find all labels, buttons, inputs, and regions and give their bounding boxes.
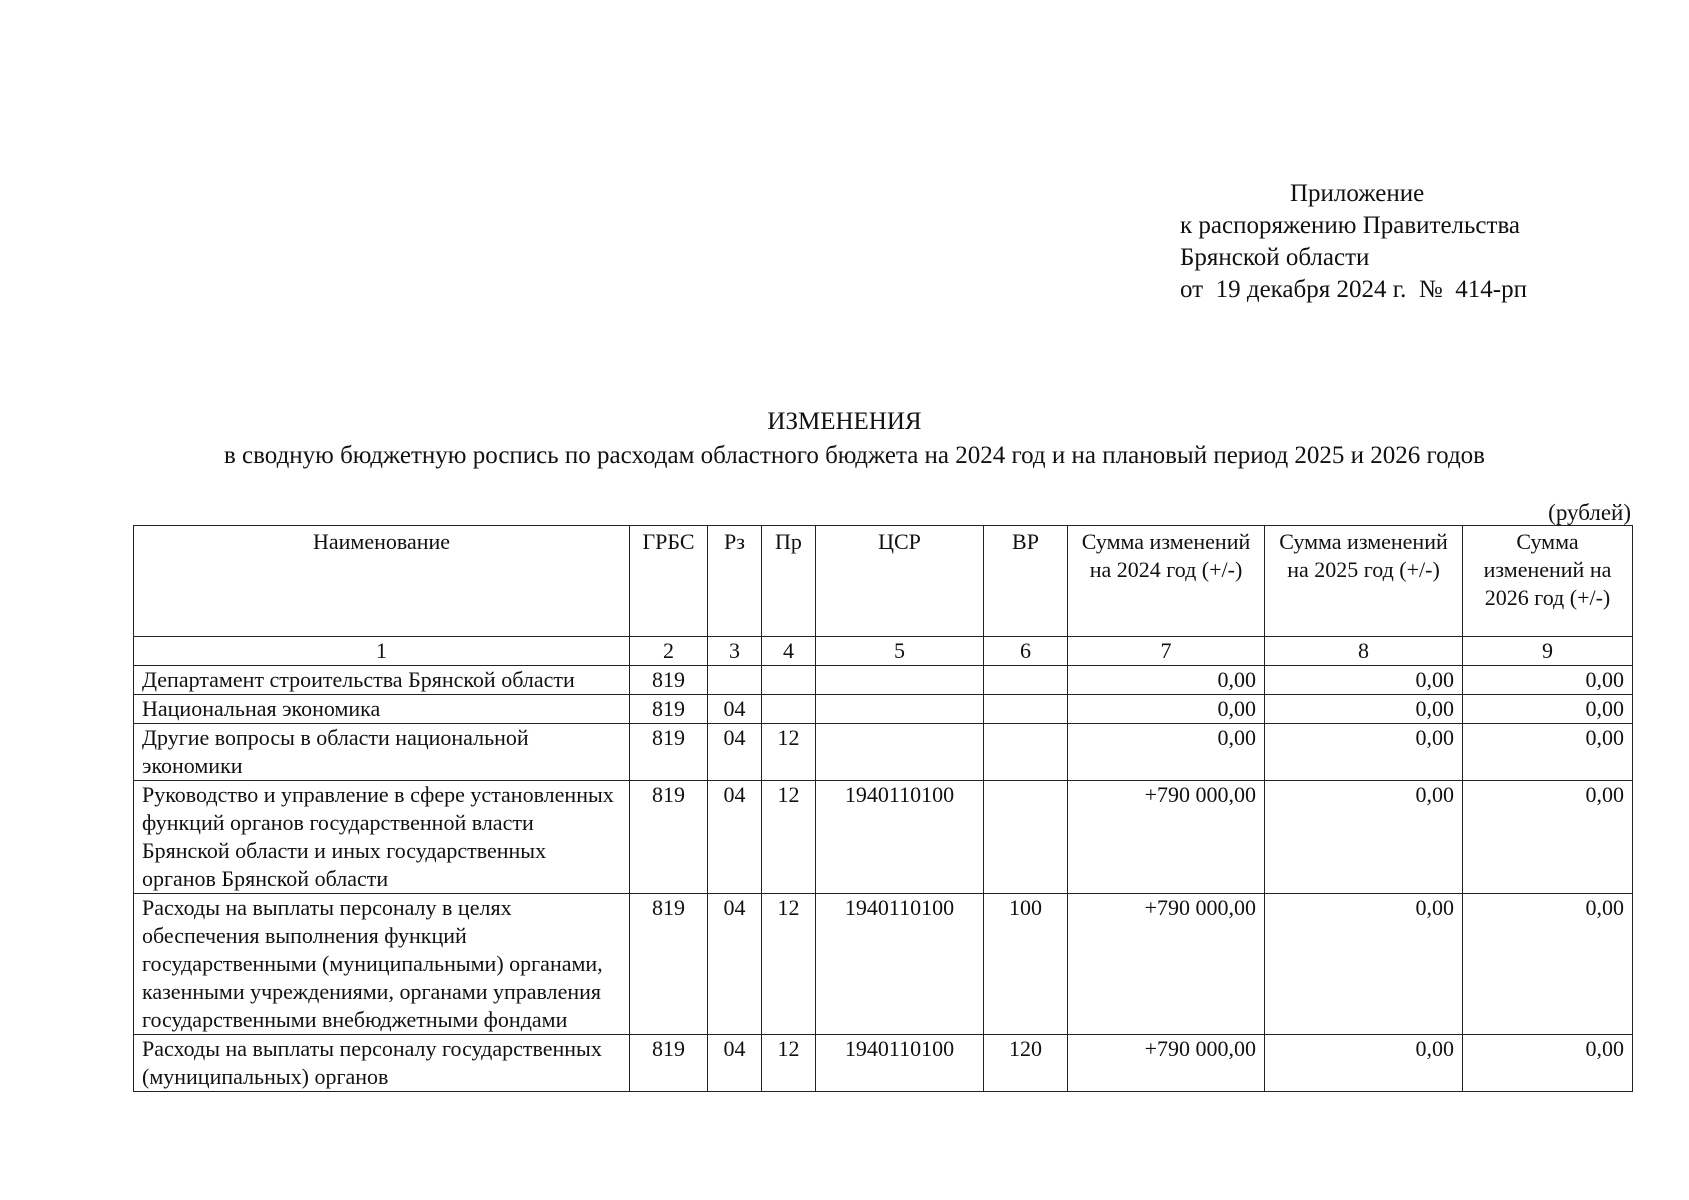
cell-grbs: 819 [630,1035,708,1092]
cell-sum-2024: 0,00 [1068,724,1265,781]
column-header-sum-2025: Сумма изменений на 2025 год (+/-) [1265,526,1463,637]
column-header-csr: ЦСР [816,526,984,637]
column-number-row [134,637,1633,666]
column-number: 7 [1068,637,1265,666]
column-header-pr: Пр [762,526,816,637]
cell-rz: 04 [708,1035,762,1092]
cell-name: Расходы на выплаты персоналу государственных (муниципальных) органов [134,1035,630,1092]
column-number: 5 [816,637,984,666]
cell-sum-2025: 0,00 [1265,894,1463,1035]
table-row [134,666,1633,695]
table-header-row [134,526,1633,637]
cell-vr [984,781,1068,894]
cell-sum-2024: +790 000,00 [1068,894,1265,1035]
cell-rz: 04 [708,695,762,724]
cell-pr [762,666,816,695]
cell-name: Расходы на выплаты персоналу в целях обеспечения выполнения функций государственными (муниципальными) органами, казенными учреждениями, органами управления государственными внебюджетными фондами [134,894,630,1035]
cell-sum-2024: 0,00 [1068,695,1265,724]
cell-rz: 04 [708,781,762,894]
document-subtitle: в сводную бюджетную роспись по расходам областного бюджета на 2024 год и на плановый период 2025 и 2026 годов [224,442,1485,469]
cell-sum-2025: 0,00 [1265,666,1463,695]
column-number: 6 [984,637,1068,666]
cell-pr: 12 [762,1035,816,1092]
cell-csr: 1940110100 [816,894,984,1035]
cell-rz: 04 [708,894,762,1035]
cell-sum-2025: 0,00 [1265,1035,1463,1092]
cell-name: Департамент строительства Брянской области [134,666,630,695]
document-title-block [0,405,1689,473]
cell-grbs: 819 [630,894,708,1035]
cell-csr: 1940110100 [816,1035,984,1092]
table-row [134,781,1633,894]
cell-sum-2024: +790 000,00 [1068,1035,1265,1092]
table-row [134,724,1633,781]
column-header-sum-2026: Сумма изменений на 2026 год (+/-) [1463,526,1633,637]
cell-name: Другие вопросы в области национальной экономики [134,724,630,781]
cell-rz [708,666,762,695]
table-row [134,1035,1633,1092]
cell-grbs: 819 [630,695,708,724]
cell-sum-2025: 0,00 [1265,724,1463,781]
appendix-title: Приложение [1290,180,1425,207]
appendix-block [1180,178,1527,306]
cell-csr [816,724,984,781]
cell-name: Национальная экономика [134,695,630,724]
cell-vr [984,695,1068,724]
cell-sum-2026: 0,00 [1463,695,1633,724]
column-header-name: Наименование [134,526,630,637]
units-label: (рублей) [1548,500,1631,525]
column-number: 9 [1463,637,1633,666]
cell-grbs: 819 [630,781,708,894]
cell-pr: 12 [762,894,816,1035]
cell-vr: 120 [984,1035,1068,1092]
cell-sum-2025: 0,00 [1265,695,1463,724]
cell-sum-2026: 0,00 [1463,781,1633,894]
column-number: 8 [1265,637,1463,666]
cell-grbs: 819 [630,724,708,781]
cell-vr [984,724,1068,781]
cell-csr [816,666,984,695]
cell-sum-2026: 0,00 [1463,666,1633,695]
column-number: 3 [708,637,762,666]
table-row [134,894,1633,1035]
table-row [134,695,1633,724]
column-header-rz: Рз [708,526,762,637]
appendix-date-number: от 19 декабря 2024 г. № 414-рп [1180,276,1527,303]
column-number: 2 [630,637,708,666]
cell-rz: 04 [708,724,762,781]
cell-sum-2024: 0,00 [1068,666,1265,695]
cell-pr: 12 [762,781,816,894]
cell-pr: 12 [762,724,816,781]
cell-vr [984,666,1068,695]
cell-sum-2026: 0,00 [1463,894,1633,1035]
cell-sum-2025: 0,00 [1265,781,1463,894]
cell-csr: 1940110100 [816,781,984,894]
document-title: ИЗМЕНЕНИЯ [767,408,922,435]
column-number: 4 [762,637,816,666]
cell-csr [816,695,984,724]
cell-sum-2026: 0,00 [1463,724,1633,781]
column-header-vr: ВР [984,526,1068,637]
cell-name: Руководство и управление в сфере установленных функций органов государственной власти Брянской области и иных государственных органов Брянской области [134,781,630,894]
cell-pr [762,695,816,724]
appendix-reference: к распоряжению Правительства [1180,212,1521,239]
cell-sum-2026: 0,00 [1463,1035,1633,1092]
cell-vr: 100 [984,894,1068,1035]
column-header-grbs: ГРБС [630,526,708,637]
budget-changes-table [133,525,1633,1092]
column-number: 1 [134,637,630,666]
cell-sum-2024: +790 000,00 [1068,781,1265,894]
column-header-sum-2024: Сумма изменений на 2024 год (+/-) [1068,526,1265,637]
cell-grbs: 819 [630,666,708,695]
appendix-region: Брянской области [1180,244,1370,271]
